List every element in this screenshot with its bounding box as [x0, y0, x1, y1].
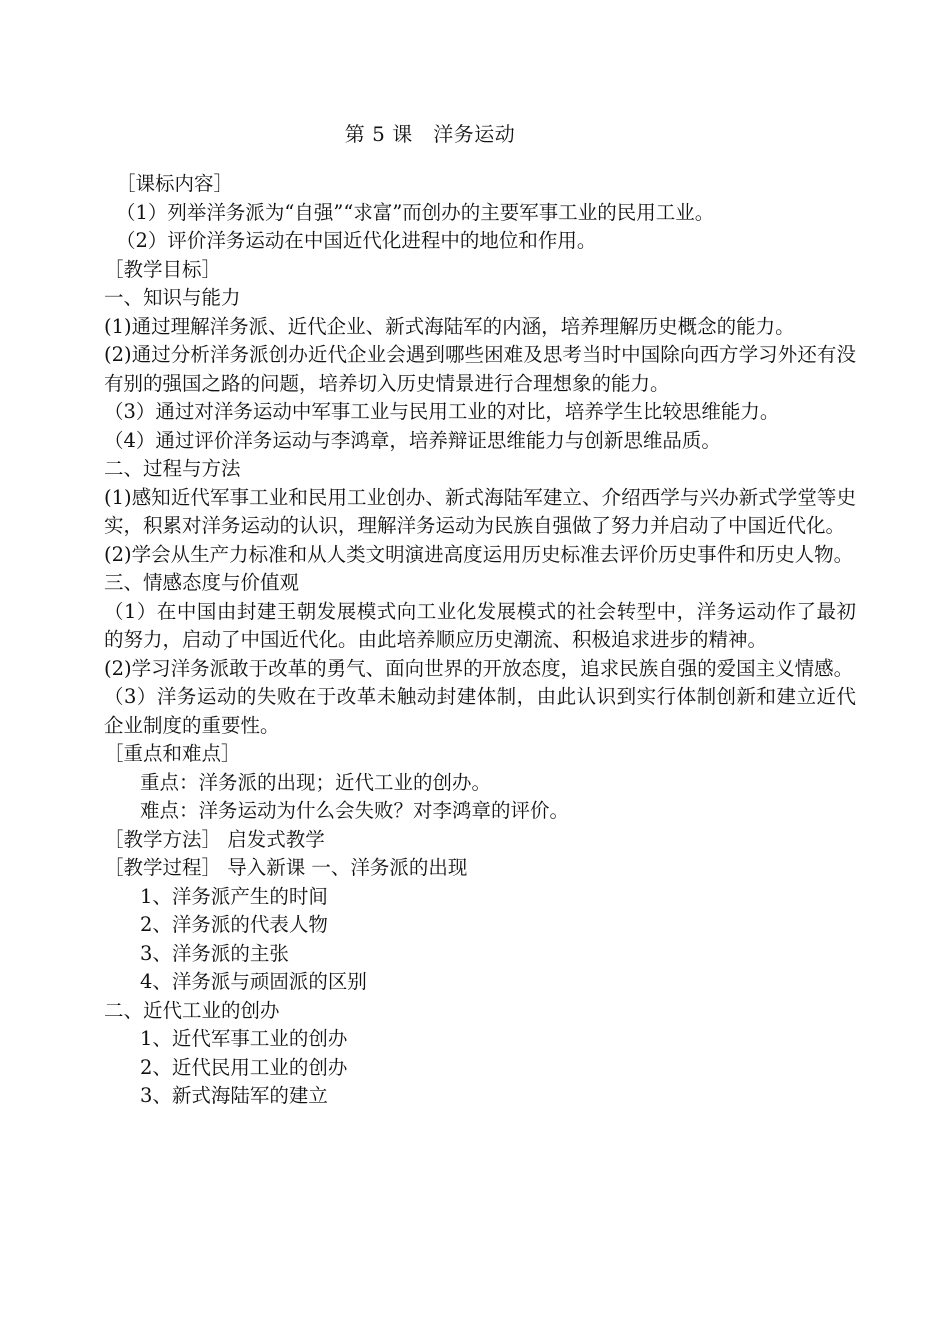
objective-item: (1)通过理解洋务派、近代企业、新式海陆军的内涵，培养理解历史概念的能力。: [104, 314, 795, 338]
objective-item: （3）洋务运动的失败在于改革未触动封建体制，由此认识到实行体制创新和建立近代企业制度的重要性。: [104, 685, 856, 737]
objective-item: (2)学习洋务派敢于改革的勇气、面向世界的开放态度，追求民族自强的爱国主义情感。: [104, 656, 854, 680]
key-point: 重点：洋务派的出现；近代工业的创办。: [140, 770, 492, 794]
curriculum-heading: ［课标内容］: [116, 172, 234, 195]
process-item: 3、洋务派的主张: [140, 941, 289, 965]
section-heading-values: 三、情感态度与价值观: [104, 571, 300, 594]
key-points-heading: ［重点和难点］: [104, 742, 241, 765]
objective-item: (2)学会从生产力标准和从人类文明演进高度运用历史标准去评价历史事件和历史人物。: [104, 542, 854, 566]
teaching-method: ［教学方法］ 启发式教学: [104, 827, 325, 851]
objectives-heading: ［教学目标］: [104, 257, 222, 281]
lesson-title: 第 5 课 洋务运动: [344, 122, 516, 146]
section-heading-industry: 二、近代工业的创办: [104, 998, 280, 1022]
objective-item: (2)通过分析洋务派创办近代企业会遇到哪些困难及思考当时中国除向西方学习外还有没有别的强国之路的问题，培养切入历史情景进行合理想象的能力。: [104, 343, 856, 395]
process-item: 3、新式海陆军的建立: [140, 1084, 328, 1107]
process-item: 1、洋务派产生的时间: [140, 884, 328, 908]
process-item: 4、洋务派与顽固派的区别: [140, 970, 367, 993]
teaching-process: ［教学过程］ 导入新课 一、洋务派的出现: [104, 856, 468, 879]
difficult-point: 难点：洋务运动为什么会失败？对李鸿章的评价。: [140, 799, 570, 822]
curriculum-item: （1）列举洋务派为“自强”“求富”而创办的主要军事工业的民用工业。: [116, 200, 715, 224]
objective-item: （4）通过评价洋务运动与李鸿章，培养辩证思维能力与创新思维品质。: [104, 428, 721, 452]
objective-item: （1）在中国由封建王朝发展模式向工业化发展模式的社会转型中，洋务运动作了最初的努力，启动了中国近代化。由此培养顺应历史潮流、积极追求进步的精神。: [104, 599, 856, 651]
section-heading-knowledge: 一、知识与能力: [104, 286, 241, 309]
objective-item: (1)感知近代军事工业和民用工业创办、新式海陆军建立、介绍西学与兴办新式学堂等史实，积累对洋务运动的认识，理解洋务运动为民族自强做了努力并启动了中国近代化。: [104, 485, 856, 537]
section-heading-process: 二、过程与方法: [104, 457, 241, 480]
document-body: [104, 170, 856, 1111]
process-item: 1、近代军事工业的创办: [140, 1027, 348, 1050]
process-item: 2、洋务派的代表人物: [140, 913, 328, 936]
objective-item: （3）通过对洋务运动中军事工业与民用工业的对比，培养学生比较思维能力。: [104, 400, 780, 423]
curriculum-item: （2）评价洋务运动在中国近代化进程中的地位和作用。: [116, 229, 597, 252]
process-item: 2、近代民用工业的创办: [140, 1055, 348, 1079]
